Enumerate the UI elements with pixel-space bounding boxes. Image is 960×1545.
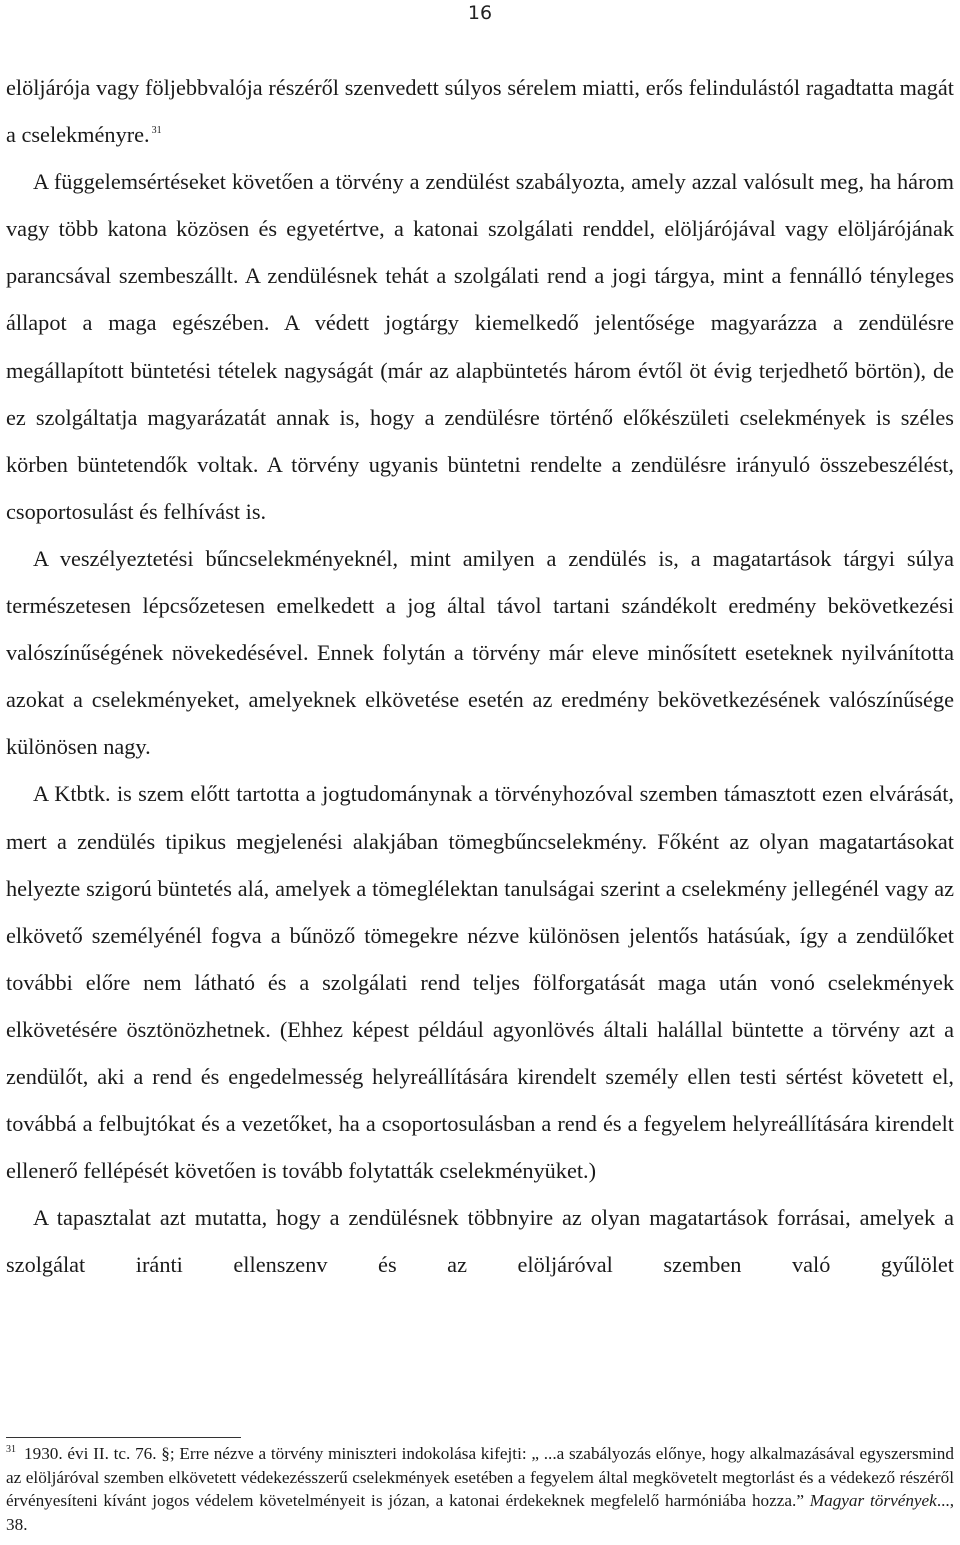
paragraph-1 xyxy=(6,64,954,158)
body-text xyxy=(6,64,954,1288)
footnote-separator xyxy=(6,1437,241,1438)
paragraph-5: A tapasztalat azt mutatta, hogy a zendülésnek többnyire az olyan magatartások forrásai, amelyek a szolgálat iránti ellenszenv és az elöljáróval szemben való gyűlölet xyxy=(6,1205,954,1278)
paragraph-4: A Ktbtk. is szem előtt tartotta a jogtudománynak a törvényhozóval szemben támasztott ezen elvárását, mert a zendülés tipikus megjelenési alakjában tömegbűncselekmény. Főként az olyan magatartásokat helyezte szigorú büntetés alá, amelyek a tömeglélektan tanulságai szerint a cselekmény jellegénél vagy az elkövető személyénél fogva a bűnöző tömegekre nézve különösen jelentős hatásúak, így a zendülőket további előre nem látható és a szolgálati rend teljes fölforgatását maga után vonó cselekmények elkövetésére ösztönözhetnek. (Ehhez képest például agyonlövés általi halállal büntette a törvény azt a zendülőt, aki a rend és engedelmesség helyreállítására kirendelt személy ellen testi sértést követett el, továbbá a felbujtókat és a vezetőket, ha a csoportosulásban a rend és a fegyelem helyreállítására kirendelt ellenerő fellépését követően is tovább folytatták cselekményüket.) xyxy=(6,781,954,1184)
page-number: 16 xyxy=(467,2,493,24)
paragraph-3: A veszélyeztetési bűncselekményeknél, mint amilyen a zendülés is, a magatartások tárgyi súlya természetesen lépcsőzetesen emelkedett a jog által távol tartani szándékolt eredmény bekövetkezési valószínűségének növekedésével. Ennek folytán a törvény már eleve minősített eseteknek nyilvánította azokat a cselekményeket, amelyeknek elkövetése esetén az eredmény bekövetkezésének valószínűsége különösen nagy. xyxy=(6,545,954,760)
footnote xyxy=(6,1442,954,1536)
paragraph-1-text: elöljárója vagy följebbvalója részéről szenvedett súlyos sérelem miatti, erős felindulástól ragadtatta magát a cselekményre. xyxy=(6,75,954,148)
footnote-text: 1930. évi II. tc. 76. §; Erre nézve a törvény miniszteri indokolása kifejti: „ ...a szabályozás előnye, hogy alkalmazásával egyszersmind az elöljáróval szemben elkövetett védekezésszerű cselekmények esetében a fegyelem által megkövetelt megtorlást és a védekező részéről érvényesíteni kívánt jogos védelem követelményeit is józan, a katonai érdekeknek megfelelő harmóniába hozza.” xyxy=(6,1444,954,1511)
footnote-number: 31 xyxy=(6,1444,16,1455)
paragraph-2: A függelemsértéseket követően a törvény a zendülést szabályozta, amely azzal valósult meg, ha három vagy több katona közösen és egyetértve, a katonai szolgálati renddel, elöljárójával vagy elöljárójának parancsával szembeszállt. A zendülésnek tehát a szolgálati rend a jogi tárgya, mint a fennálló tényleges állapot a maga egészében. A védett jogtárgy kiemelkedő jelentősége magyarázza a zendülésre megállapított büntetési tételek nagyságát (már az alapbüntetés három évtől öt évig terjedhető börtön), de ez szolgáltatja magyarázatát annak is, hogy a zendülésre történő előkészületi cselekmények is széles körben büntetendők voltak. A törvény ugyanis büntetni rendelte a zendülésre irányuló összebeszélést, csoportosulást és felhívást is. xyxy=(6,169,954,524)
footnote-source-title: Magyar törvények xyxy=(809,1491,937,1511)
footnote-source-tail: ..., 38. xyxy=(6,1491,954,1534)
footnote-reference[interactable]: 31 xyxy=(151,125,162,137)
